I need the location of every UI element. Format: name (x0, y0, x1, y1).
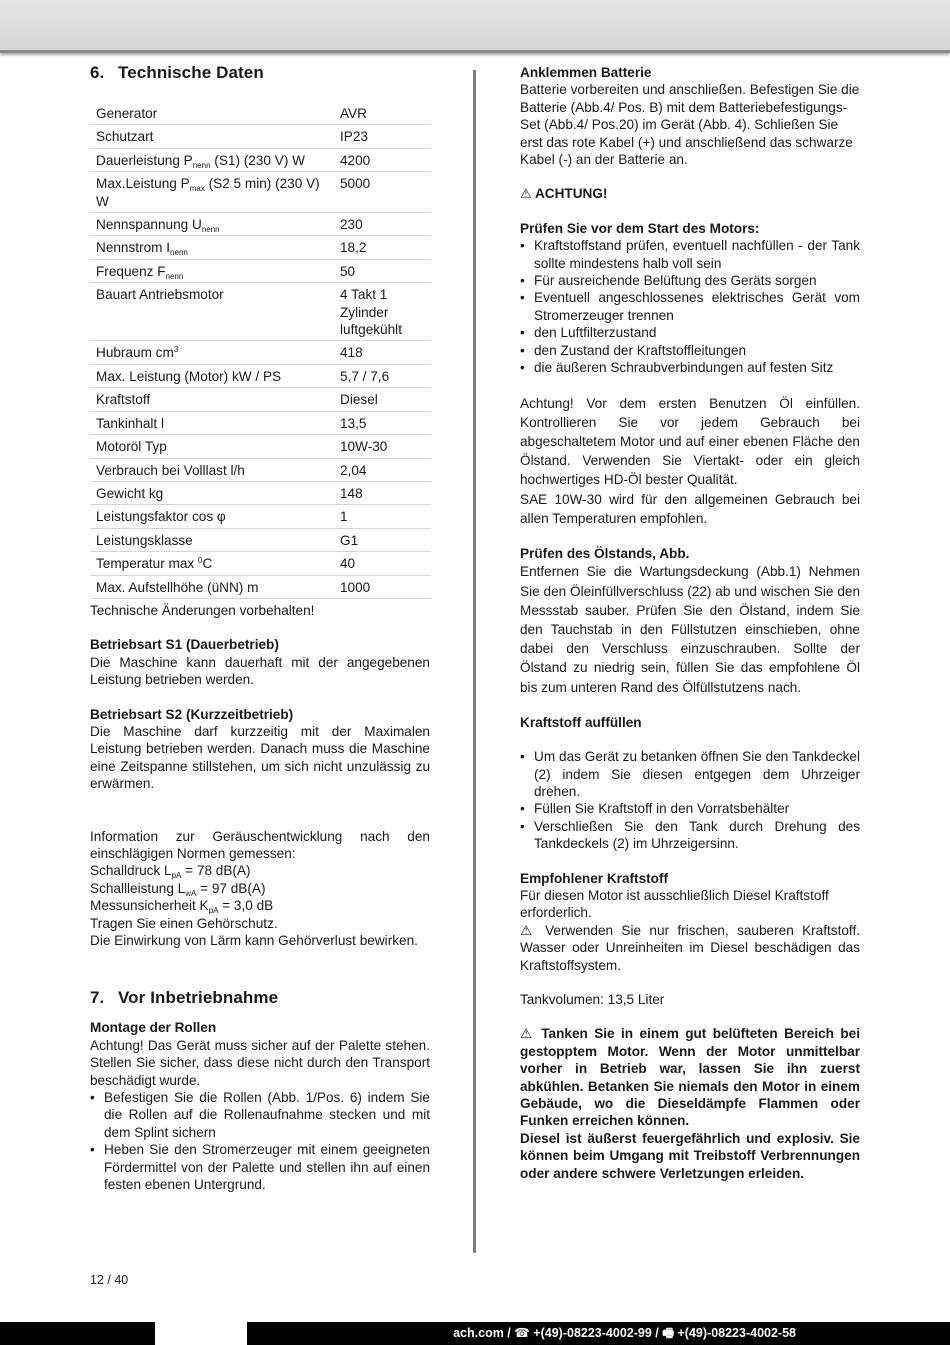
spec-value: 13,5 (334, 411, 431, 434)
spec-value: G1 (334, 528, 431, 551)
table-row (90, 528, 431, 551)
spec-value: 4200 (334, 148, 431, 171)
list-item: • Befestigen Sie die Rollen (Abb. 1/Pos. 6) indem Sie die Rollen auf die Rollenaufnahme stecken und mit dem Splint sichern (90, 1089, 430, 1141)
warning-icon: ⚠ (520, 922, 537, 938)
rollers-list (90, 1089, 430, 1193)
recfuel-text: Für diesen Motor ist ausschließlich Diesel Kraftstoff erforderlich. (520, 888, 829, 921)
list-item: • den Luftfilterzustand (520, 324, 860, 341)
spec-value: 1000 (334, 575, 431, 598)
list-item: • den Zustand der Kraftstoffleitungen (520, 342, 860, 359)
s2-title: Betriebsart S2 (Kurzzeitbetrieb) (90, 706, 294, 722)
spec-label: Max. Aufstellhöhe (üNN) m (90, 575, 334, 598)
recfuel-warning: ⚠ Verwenden Sie nur frischen, sauberen Kraftstoff. Wasser oder Unreinheiten im Diesel beschädigen das Kraftstoffsystem. (520, 922, 861, 973)
noise-k: Messunsicherheit $K_{pA} = 3,0$ dB (90, 898, 274, 916)
noise-lwa: Schallleistung $L_{wA} = 97$ dB(A) (90, 880, 266, 898)
spec-label: Nennspannung $U_{nenn}$ (90, 213, 334, 236)
spec-value: 418 (334, 341, 431, 364)
fuel-safety-warning: ⚠ Tanken Sie in einem gut belüfteten Bereich bei gestopptem Motor. Wenn der Motor unmittelbar vorher in Betrieb war, lassen Sie ihn zuerst abkühlen. Betanken Sie niemals den Motor in einem Gebäude, wo die Dieseldämpfe Flammen oder Funken erreichen können. (520, 1026, 861, 1129)
spec-label: Max. Leistung (Motor) kW / PS (90, 364, 334, 387)
noise-lpa: Schalldruck $L_{pA} = 78$ dB(A) (90, 863, 251, 881)
spec-label: Max.Leistung $P_{max}$ (S2 5 min) (230 V) W (90, 172, 334, 213)
table-row (90, 458, 431, 481)
changes-note: Technische Änderungen vorbehalten! (90, 602, 315, 618)
spec-label: Nennstrom $I_{nenn}$ (90, 236, 334, 259)
spec-label: Leistungsklasse (90, 528, 334, 551)
table-row (90, 364, 431, 387)
s1-title: Betriebsart S1 (Dauerbetrieb) (90, 637, 279, 653)
table-row (90, 213, 431, 236)
table-row (90, 148, 431, 171)
spec-label: Motoröl Typ (90, 435, 334, 458)
spec-label: Hubraum $cm^3$ (90, 341, 334, 364)
sae-text: SAE 10W-30 wird für den allgemeinen Gebrauch bei allen Temperaturen empfohlen. (520, 491, 860, 526)
spec-value: 5000 (334, 172, 431, 213)
spec-label: Frequenz $F_{nenn}$ (90, 259, 334, 282)
s2-text: Die Maschine darf kurzzeitig mit der Maximalen Leistung betrieben werden. Danach muss die Maschine eine Zeitspanne stillstehen, um sich nicht unzulässig zu erwärmen. (90, 723, 430, 792)
battery-text: Batterie vorbereiten und anschließen. Befestigen Sie die Batterie (Abb.4/ Pos. B) mit dem Batteriebefestigungs-Set (Abb.4/ Pos.20) im Gerät (Abb. 4). Schließen Sie erst das rote Kabel (+) und anschließend das schwarze Kabel (-) an der Batterie an. (520, 82, 860, 168)
footer-contact: ach.com / ☎ +(49)-08223-4002-99 / 🖷 +(49)-08223-4002-58 (453, 1326, 796, 1340)
spec-value: AVR (334, 102, 431, 125)
fuel-title: Kraftstoff auffüllen (520, 714, 642, 730)
table-row (90, 236, 431, 259)
table-row (90, 259, 431, 282)
spec-label: Dauerleistung $P_{nenn}$ (S1) (230 V) W (90, 148, 334, 171)
table-row (90, 388, 431, 411)
recfuel-title: Empfohlener Kraftstoff (520, 870, 669, 886)
s1-text: Die Maschine kann dauerhaft mit der angegebenen Leistung betrieben werden. (90, 654, 430, 688)
spec-label: Generator (90, 102, 334, 125)
table-row (90, 102, 431, 125)
list-item: • Verschließen Sie den Tank durch Drehung des Tankdeckels (2) im Uhrzeigersinn. (520, 818, 860, 853)
spec-value: Diesel (334, 388, 431, 411)
table-row (90, 341, 431, 364)
spec-value: 1 (334, 505, 431, 528)
spec-label: Gewicht kg (90, 481, 334, 504)
list-item: • Um das Gerät zu betanken öffnen Sie den Tankdeckel (2) indem Sie diesen entgegen dem Uhrzeiger drehen. (520, 748, 860, 800)
battery-title: Anklemmen Batterie (520, 65, 652, 80)
table-row (90, 411, 431, 434)
footer-white-block (155, 1322, 247, 1345)
spec-value: 10W-30 (334, 435, 431, 458)
spec-label: Kraftstoff (90, 388, 334, 411)
section-7-heading: 7. Vor Inbetriebnahme (90, 988, 279, 1008)
check-list (520, 237, 860, 376)
list-item: • Heben Sie den Stromerzeuger mit einem geeigneten Fördermittel von der Palette und stellen ihn auf einen festen ebenen Untergrund. (90, 1141, 430, 1193)
diesel-hazard-warning: Diesel ist äußerst feuergefährlich und explosiv. Sie können beim Umgang mit Treibstoff Verbrennungen oder andere schwere Verletzungen erleiden. (520, 1130, 860, 1181)
table-row (90, 481, 431, 504)
noise-intro: Information zur Geräuschentwicklung nach den einschlägigen Normen gemessen: (90, 828, 430, 861)
right-column (520, 64, 860, 1182)
spec-value: IP23 (334, 125, 431, 148)
column-divider (473, 70, 476, 1253)
achtung-heading: ⚠ ACHTUNG! (520, 186, 608, 202)
rollers-text: Achtung! Das Gerät muss sicher auf der Palette stehen. Stellen Sie sicher, dass diese nicht durch den Transport beschädigt wurde. (90, 1037, 430, 1088)
spec-value: 18,2 (334, 236, 431, 259)
warning-icon: ⚠ (520, 186, 532, 202)
list-item: • Kraftstoffstand prüfen, eventuell nachfüllen - der Tank sollte mindestens halb voll sein (520, 237, 860, 272)
spec-label: Temperatur max $^0$C (90, 552, 334, 575)
spec-value: 2,04 (334, 458, 431, 481)
spec-value: 4 Takt 1 Zylinder luftgekühlt (334, 283, 431, 341)
rollers-title: Montage der Rollen (90, 1020, 217, 1036)
spec-label: Schutzart (90, 125, 334, 148)
phone-icon: ☎ (514, 1326, 530, 1340)
spec-value: 230 (334, 213, 431, 236)
spec-value: 5,7 / 7,6 (334, 364, 431, 387)
spec-value: 50 (334, 259, 431, 282)
table-row (90, 125, 431, 148)
table-row (90, 435, 431, 458)
spec-table (90, 102, 431, 599)
fuel-list (520, 748, 860, 852)
spec-value: 40 (334, 552, 431, 575)
noise-hearing-loss: Die Einwirkung von Lärm kann Gehörverlust bewirken. (90, 933, 418, 949)
list-item: • Eventuell angeschlossenes elektrisches Gerät vom Stromerzeuger trennen (520, 289, 860, 324)
spec-value: 148 (334, 481, 431, 504)
spec-label: Tankinhalt l (90, 411, 334, 434)
spec-label: Bauart Antriebsmotor (90, 283, 334, 341)
noise-ear-protection: Tragen Sie einen Gehörschutz. (90, 915, 278, 931)
list-item: • die äußeren Schraubverbindungen auf festen Sitz (520, 359, 860, 376)
oil-text: Achtung! Vor dem ersten Benutzen Öl einfüllen. Kontrollieren Sie vor jedem Gebrauch bei abgeschaltetem Motor und auf einer ebenen Fläche den Ölstand. Verwenden Sie Viertakt- oder ein gleich hochwertiges HD-Öl bester Qualität. (520, 395, 860, 488)
table-row (90, 552, 431, 575)
page-number: 12 / 40 (90, 1273, 129, 1287)
section-6-heading: 6. Technische Daten (90, 63, 264, 82)
left-column (90, 62, 430, 1194)
tank-volume: Tankvolumen: 13,5 Liter (520, 992, 665, 1008)
table-row (90, 505, 431, 528)
fax-icon: 🖷 (662, 1326, 675, 1340)
check-title: Prüfen Sie vor dem Start des Motors: (520, 220, 760, 236)
spec-label: Leistungsfaktor cos φ (90, 505, 334, 528)
spec-label: Verbrauch bei Volllast l/h (90, 458, 334, 481)
top-header-bar (0, 0, 950, 53)
table-row (90, 172, 431, 213)
oilcheck-text: Entfernen Sie die Wartungsdeckung (Abb.1) Nehmen Sie den Öleinfüllverschluss (22) ab und wischen Sie den Messstab sauber. Prüfen Sie den Ölstand, indem Sie den Tauchstab in den Füllstutzen einschieben, ohne dabei den Verschluss einzuschrauben. Sollte der Ölstand zu niedrig sein, füllen Sie das empfohlene Öl bis zum unteren Rand des Ölfüllstutzens nach. (520, 564, 860, 695)
warning-icon: ⚠ (520, 1026, 535, 1042)
table-row (90, 575, 431, 598)
oilcheck-title: Prüfen des Ölstands, Abb. (520, 545, 690, 561)
footer-bar (0, 1322, 950, 1345)
table-row (90, 283, 431, 341)
list-item: • Für ausreichende Belüftung des Geräts sorgen (520, 272, 860, 289)
list-item: • Füllen Sie Kraftstoff in den Vorratsbehälter (520, 800, 860, 817)
